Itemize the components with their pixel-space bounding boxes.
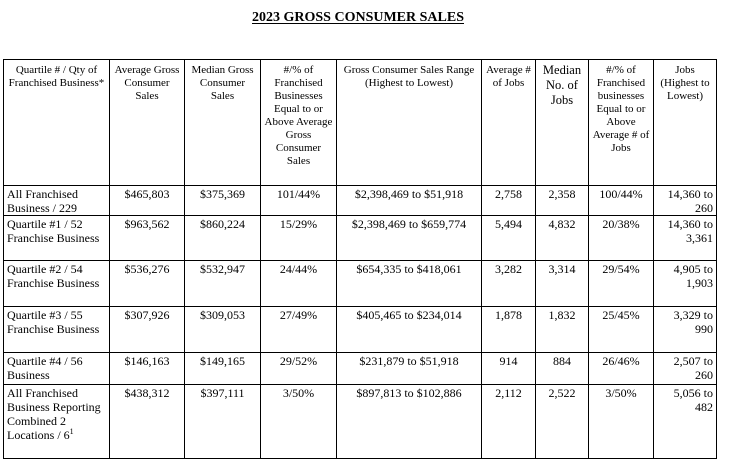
row-label: All Franchised Business / 229: [4, 186, 110, 216]
table-row: [4, 261, 717, 307]
average-gross-sales: $307,926: [110, 307, 185, 353]
median-jobs: 2,522: [536, 385, 589, 459]
average-jobs: 2,112: [482, 385, 536, 459]
average-gross-sales: $146,163: [110, 353, 185, 385]
row-label: Quartile #1 / 52 Franchise Business: [4, 216, 110, 261]
jobs-range: 3,329 to 990: [654, 307, 717, 353]
average-gross-sales: $963,562: [110, 216, 185, 261]
jobs-range: 14,360 to 3,361: [654, 216, 717, 261]
median-jobs: 1,832: [536, 307, 589, 353]
jobs-range: 4,905 to 1,903: [654, 261, 717, 307]
header-row: [4, 60, 717, 186]
sales-range: $654,335 to $418,061: [337, 261, 482, 307]
header-average-gross-sales: Average Gross Consumer Sales: [110, 60, 185, 186]
average-jobs: 3,282: [482, 261, 536, 307]
sales-range: $231,879 to $51,918: [337, 353, 482, 385]
row-label: [4, 385, 110, 459]
pct-above-average-jobs: 26/46%: [589, 353, 654, 385]
median-gross-sales: $532,947: [185, 261, 261, 307]
row-label: Quartile #3 / 55 Franchise Business: [4, 307, 110, 353]
header-pct-above-average-jobs: #/% of Franchised businesses Equal to or Above Average # of Jobs: [589, 60, 654, 186]
average-gross-sales: $465,803: [110, 186, 185, 216]
table-row: [4, 307, 717, 353]
median-gross-sales: $309,053: [185, 307, 261, 353]
pct-above-average-sales: 27/49%: [261, 307, 337, 353]
page-title: 2023 GROSS CONSUMER SALES: [252, 10, 464, 25]
pct-above-average-sales: 24/44%: [261, 261, 337, 307]
pct-above-average-jobs: 100/44%: [589, 186, 654, 216]
pct-above-average-sales: 101/44%: [261, 186, 337, 216]
row-label: Quartile #4 / 56 Business: [4, 353, 110, 385]
pct-above-average-sales: 29/52%: [261, 353, 337, 385]
sales-range: $405,465 to $234,014: [337, 307, 482, 353]
average-gross-sales: $536,276: [110, 261, 185, 307]
pct-above-average-sales: 15/29%: [261, 216, 337, 261]
median-jobs: 884: [536, 353, 589, 385]
average-jobs: 914: [482, 353, 536, 385]
table-row: [4, 353, 717, 385]
pct-above-average-sales: 3/50%: [261, 385, 337, 459]
average-jobs: 2,758: [482, 186, 536, 216]
median-jobs: 3,314: [536, 261, 589, 307]
row-label: Quartile #2 / 54 Franchise Business: [4, 261, 110, 307]
average-gross-sales: $438,312: [110, 385, 185, 459]
pct-above-average-jobs: 3/50%: [589, 385, 654, 459]
pct-above-average-jobs: 20/38%: [589, 216, 654, 261]
pct-above-average-jobs: 29/54%: [589, 261, 654, 307]
table-row: [4, 186, 717, 216]
gross-consumer-sales-table: [3, 59, 717, 459]
median-jobs: 2,358: [536, 186, 589, 216]
median-gross-sales: $149,165: [185, 353, 261, 385]
sales-range: $2,398,469 to $659,774: [337, 216, 482, 261]
table-row: [4, 385, 717, 459]
jobs-range: 5,056 to 482: [654, 385, 717, 459]
header-sales-range: Gross Consumer Sales Range (Highest to Lowest): [337, 60, 482, 186]
jobs-range: 14,360 to 260: [654, 186, 717, 216]
median-gross-sales: $860,224: [185, 216, 261, 261]
jobs-range: 2,507 to 260: [654, 353, 717, 385]
footnote-marker: 1: [69, 427, 74, 436]
header-jobs-range: Jobs (Highest to Lowest): [654, 60, 717, 186]
sales-range: $2,398,469 to $51,918: [337, 186, 482, 216]
header-pct-above-average-sales: #/% of Franchised Businesses Equal to or Above Average Gross Consumer Sales: [261, 60, 337, 186]
median-gross-sales: $397,111: [185, 385, 261, 459]
header-average-jobs: Average # of Jobs: [482, 60, 536, 186]
average-jobs: 5,494: [482, 216, 536, 261]
header-median-gross-sales: Median Gross Consumer Sales: [185, 60, 261, 186]
table-row: [4, 216, 717, 261]
pct-above-average-jobs: 25/45%: [589, 307, 654, 353]
row-label-text: All Franchised Business Reporting Combined 2 Locations / 6: [7, 386, 101, 442]
median-gross-sales: $375,369: [185, 186, 261, 216]
header-quartile: Quartile # / Qty of Franchised Business*: [4, 60, 110, 186]
average-jobs: 1,878: [482, 307, 536, 353]
sales-range: $897,813 to $102,886: [337, 385, 482, 459]
median-jobs: 4,832: [536, 216, 589, 261]
header-median-jobs: Median No. of Jobs: [536, 60, 589, 186]
